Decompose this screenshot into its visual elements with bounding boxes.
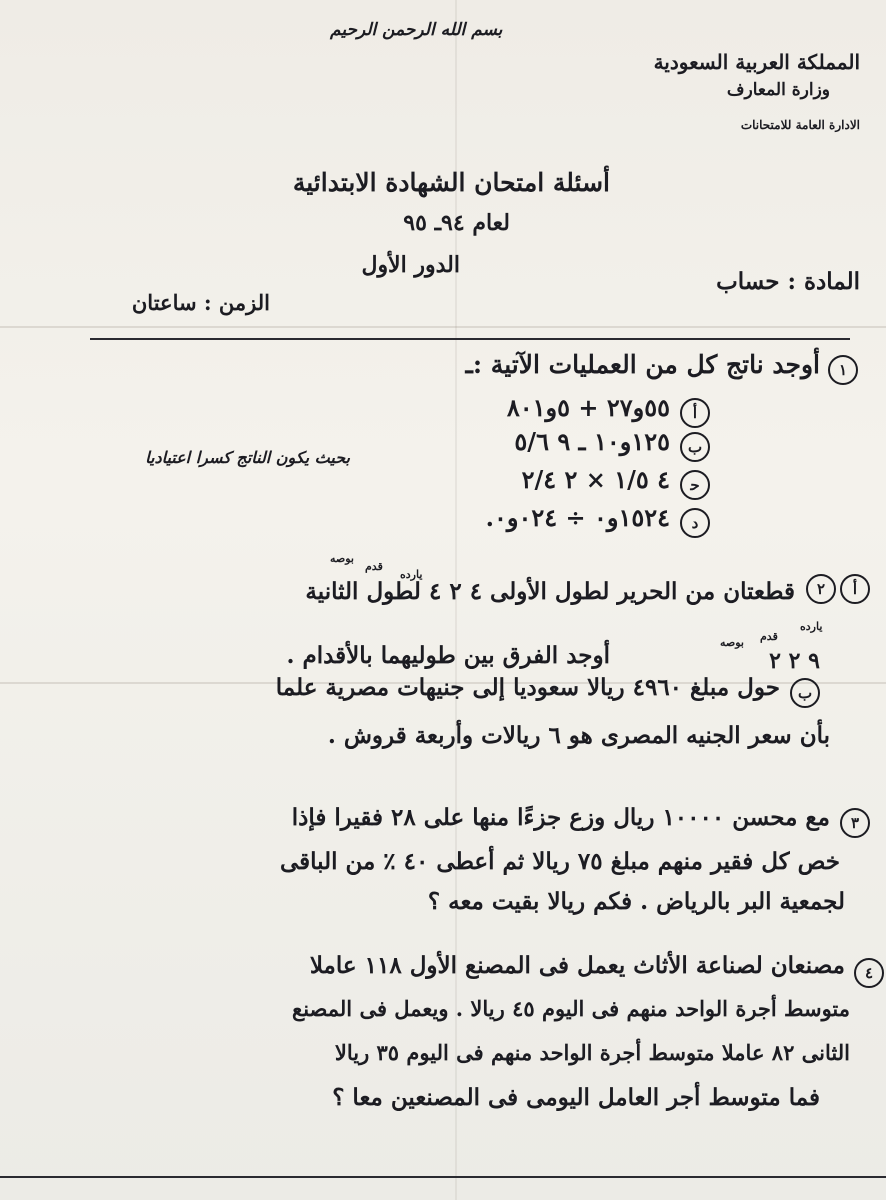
q4-number: ٤ <box>854 958 884 988</box>
unit-label: قدم <box>760 630 778 643</box>
q3-line: خص كل فقير منهم مبلغ ٧٥ ريالا ثم أعطى ٤٠ ٪ من الباقى <box>279 848 840 875</box>
q4-line: مصنعان لصناعة الأثاث يعمل فى المصنع الأول ١١٨ عاملا <box>309 952 845 979</box>
unit-label: يارده <box>400 568 423 581</box>
q1-item-label: د <box>680 508 710 538</box>
unit-label: بوصه <box>330 552 354 565</box>
header-rule <box>90 338 850 340</box>
q3-line: مع محسن ١٠٠٠٠ ريال وزع جزءًا منها على ٢٨ فقيرا فإذا <box>291 804 830 831</box>
ministry-line1: المملكة العربية السعودية <box>653 50 860 74</box>
q1-item-expr: ٤ ١/٥ × ٢ ٢/٤ <box>521 465 670 494</box>
q3-number: ٣ <box>840 808 870 838</box>
q1-item-expr: ٥٥و٢٧ + ٥و٨٠١ <box>506 393 670 422</box>
q3-line: لجمعية البر بالرياض . فكم ريالا بقيت معه ؟ <box>427 888 845 915</box>
exam-year: لعام ٩٤ـ ٩٥ <box>403 210 510 236</box>
unit-label: قدم <box>365 560 383 573</box>
q4-line: فما متوسط أجر العامل اليومى فى المصنعين معا ؟ <box>332 1084 820 1111</box>
q1-note: بحيث يكون الناتج كسرا اعتياديا <box>145 448 350 467</box>
ministry-line2: وزارة المعارف <box>726 80 830 100</box>
exam-title: أسئلة امتحان الشهادة الابتدائية <box>292 168 610 197</box>
q1-prompt: أوجد ناتج كل من العمليات الآتية :ـ <box>465 350 820 379</box>
q4-line: الثانى ٨٢ عاملا متوسط أجرة الواحد منهم فى اليوم ٣٥ ريالا <box>334 1040 850 1065</box>
q1-item-label: أ <box>680 398 710 428</box>
exam-subject: المادة : حساب <box>716 268 860 295</box>
unit-label: بوصه <box>720 636 744 649</box>
q1-number: ١ <box>828 355 858 385</box>
q2-number: ٢ <box>806 574 836 604</box>
q4-line: متوسط أجرة الواحد منهم فى اليوم ٤٥ ريالا . ويعمل فى المصنع <box>292 996 850 1021</box>
q2-line1b: ٩ ٢ ٢ <box>769 648 820 674</box>
footer-rule <box>0 1176 886 1178</box>
q1-item-label: ب <box>680 432 710 462</box>
unit-label: يارده <box>800 620 823 633</box>
q2-sub-a-label: أ <box>840 574 870 604</box>
q2-sub-b-label: ب <box>790 678 820 708</box>
q2-line2: أوجد الفرق بين طوليهما بالأقدام . <box>286 642 610 669</box>
q2-b-line1: حول مبلغ ٤٩٦٠ ريالا سعوديا إلى جنيهات مصرية علما <box>275 674 780 701</box>
basmala: بسم الله الرحمن الرحيم <box>330 20 503 40</box>
exam-time: الزمن : ساعتان <box>131 290 270 315</box>
q1-item-expr: ١٥٢٤و٠ ÷ ٠٢٤و٠. <box>485 503 670 532</box>
paper-fold <box>0 326 886 328</box>
q1-item-label: ﺣ <box>680 470 710 500</box>
exam-round: الدور الأول <box>361 252 460 278</box>
q2-line1: قطعتان من الحرير لطول الأولى ٤ ٢ ٤ لطول الثانية <box>305 578 795 605</box>
q1-item-expr: ١٢٥و١٠ ـ ٩ ٥/٦ <box>514 427 670 456</box>
admin-office: الادارة العامة للامتحانات <box>740 118 860 132</box>
q2-b-line2: بأن سعر الجنيه المصرى هو ٦ ريالات وأربعة قروش . <box>327 722 830 749</box>
